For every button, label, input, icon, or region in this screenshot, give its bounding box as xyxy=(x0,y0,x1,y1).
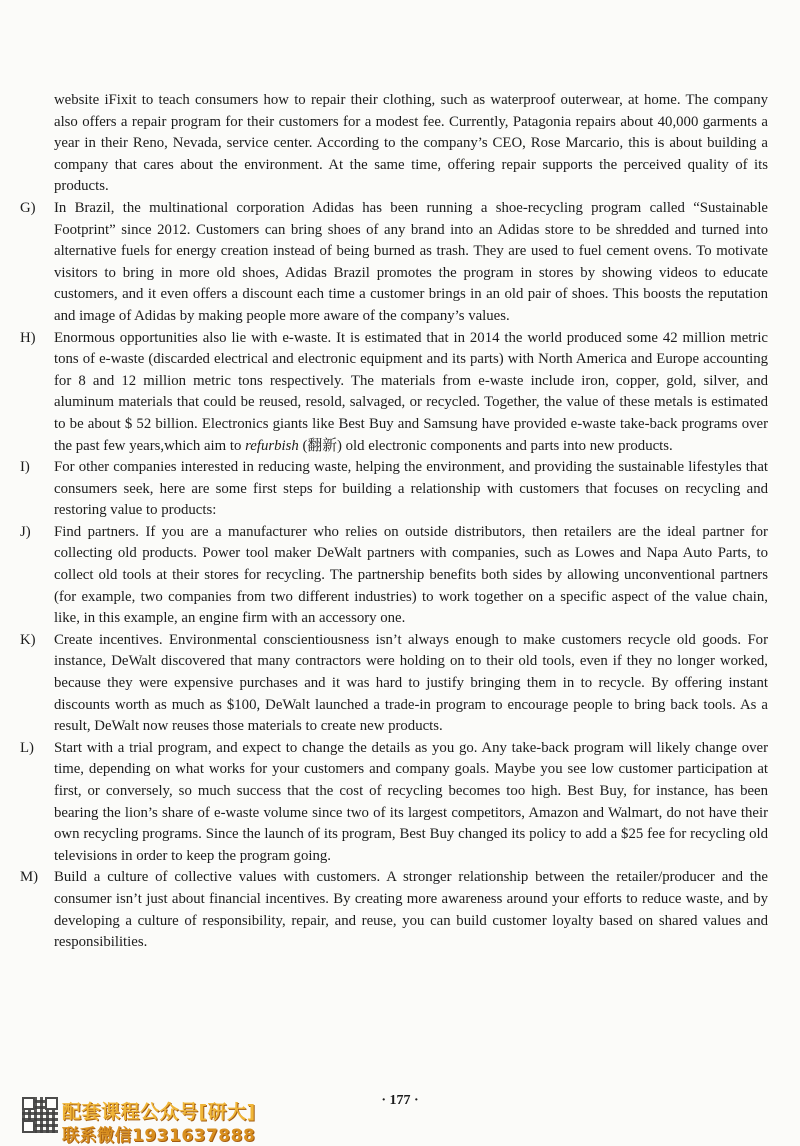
page-number: · 177 · xyxy=(381,1093,419,1108)
paragraph-text: In Brazil, the multinational corporation Adidas has been running a shoe-recycling program called “Sustainable Footprint” since 2012. Customers can bring shoes of any brand into an Adidas store to be shredded and turned into alternative fuels for energy creation instead of being burned as trash. They are used to fuel cement ovens. To motivate visitors to bring in more old shoes, Adidas Brazil promotes the program in stores by showing videos to educate customers, and it even offers a discount each time a customer brings in an old pair of shoes. This boosts the reputation and image of Adidas by making people more aware of the company’s values. xyxy=(54,199,768,324)
paragraph-label: M) xyxy=(20,869,39,886)
paragraph-label: K) xyxy=(20,631,36,648)
paragraph-k xyxy=(0,630,800,738)
paragraph-h xyxy=(0,328,800,458)
paragraph-text: Enormous opportunities also lie with e-waste. It is estimated that in 2014 the world produced some 42 million metric tons of e-waste (discarded electrical and electronic equipment and its parts) with North America and Europe accounting for 8 and 12 million metric tons respectively. The materials from e-waste include iron, copper, gold, silver, and aluminum materials that could be reused, resold, salvaged, or recycled. Together, the value of these metals is estimated to be about $ 52 billion. Electronics giants like Best Buy and Samsung have provided e-waste take-back programs over the past few years,which aim to xyxy=(54,329,768,454)
paragraph-label: G) xyxy=(20,199,36,216)
paragraph-j xyxy=(0,522,800,630)
page-footer xyxy=(0,1085,800,1146)
qr-finder-pattern xyxy=(22,1120,35,1133)
paragraph-label: J) xyxy=(20,523,31,540)
paragraph-text-tail: (翻新) old electronic components and parts into new products. xyxy=(298,437,673,454)
italic-term: refurbish xyxy=(245,437,299,454)
paragraph-label: L) xyxy=(20,739,34,756)
paragraph-g xyxy=(0,198,800,328)
paragraph-text: For other companies interested in reducing waste, helping the environment, and providing the sustainable lifestyles that consumers seek, here are some first steps for building a relationship with customers that focuses on recycling and restoring value to products: xyxy=(54,459,768,519)
paragraph-m xyxy=(0,867,800,953)
paragraph-text: Start with a trial program, and expect to change the details as you go. Any take-back program will likely change over time, depending on what works for your customers and company goals. Maybe you see low customer participation at first, or conversely, so much success that the cost of recycling becomes too high. Best Buy, for instance, has been bearing the lion’s share of e-waste volume since two of its largest competitors, Amazon and Walmart, do not have their own recycling programs. Since the launch of its program, Best Buy changed its policy to add a $25 fee for recycling old televisions in order to keep the program going. xyxy=(54,739,768,864)
paragraph-i xyxy=(0,457,800,522)
paragraph-label: H) xyxy=(20,329,36,346)
paragraph-text: website iFixit to teach consumers how to repair their clothing, such as waterproof outerwear, at home. The company also offers a repair program for their customers for a modest fee. Currently, Patagonia repairs about 40,000 garments a year in their Reno, Nevada, service center. According to the company’s CEO, Rose Marcario, this is about building a company that cares about the environment. At the same time, offering repair supports the perceived quality of its products. xyxy=(54,92,768,195)
watermark-line-1: 配套课程公众号[研大] xyxy=(62,1101,256,1123)
paragraph-text: Build a culture of collective values with customers. A stronger relationship between the retailer/producer and the consumer isn’t just about financial incentives. By creating more awareness around your efforts to reduce waste, and by developing a culture of responsibility, repair, and reuse, you can build customer loyalty based on shared values and responsibilities. xyxy=(54,869,768,951)
watermark-line-2: 联系微信1931637888 xyxy=(62,1126,256,1146)
paragraph-text: Find partners. If you are a manufacturer who relies on outside distributors, then retailers are the ideal partner for collecting old products. Power tool maker DeWalt partners with companies, such as Lowes and Napa Auto Parts, to collect old tools at their stores for recycling. The partnership benefits both sides by allowing unconventional partners (for example, two companies from two different industries) to work together on a specific aspect of the value chain, like, in this example, an engine firm with an accessory one. xyxy=(54,523,768,627)
paragraph-label: I) xyxy=(20,459,30,476)
paragraph-text: Create incentives. Environmental conscientiousness isn’t always enough to make customers recycle old goods. For instance, DeWalt discovered that many contractors were holding on to their old tools, even if they no longer worked, because they were expensive purchases and it was hard to justify bringing them in to recycle. By offering instant discounts worth as much as $100, DeWalt launched a trade-in program to encourage people to bring back tools. As a result, DeWalt now reuses those materials to create new products. xyxy=(54,631,768,735)
paragraph-continued xyxy=(0,90,800,198)
paragraph-l xyxy=(0,738,800,868)
body-text xyxy=(0,90,800,954)
